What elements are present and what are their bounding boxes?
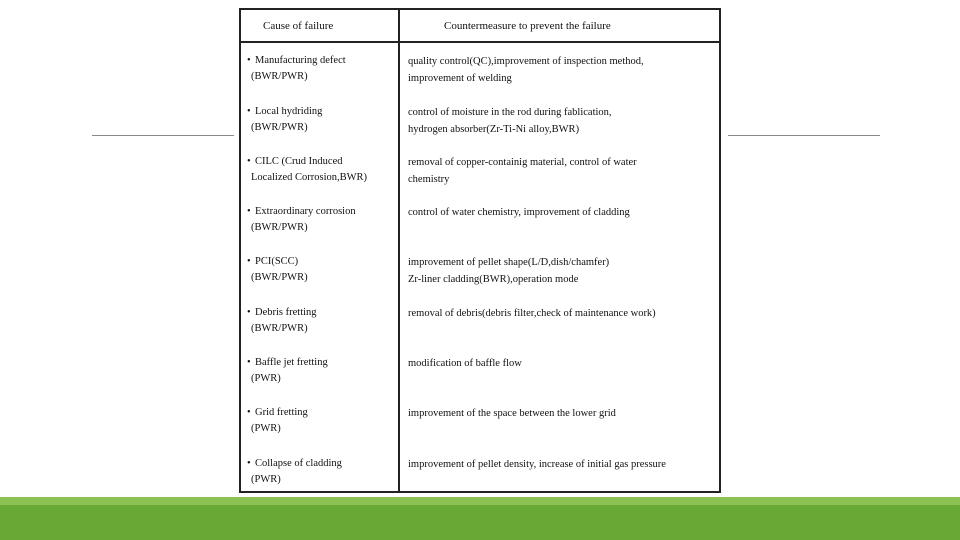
countermeasure-line: quality control(QC),improvement of inspection method,	[408, 56, 644, 67]
cause-detail: (BWR/PWR)	[251, 222, 308, 233]
countermeasure-line: removal of copper-containig material, control of water	[408, 157, 637, 168]
table-row	[241, 204, 719, 254]
table-row	[241, 305, 719, 355]
cause-cell	[247, 305, 395, 337]
bullet-icon: •	[247, 307, 251, 318]
cause-detail: (PWR)	[251, 474, 281, 485]
cause-cell	[247, 456, 395, 488]
countermeasure-line: improvement of welding	[408, 73, 512, 84]
cause-detail: (BWR/PWR)	[251, 323, 308, 334]
countermeasure-line: control of water chemistry, improvement of cladding	[408, 207, 630, 218]
cause-name: Extraordinary corrosion	[255, 206, 356, 217]
table-row	[241, 53, 719, 103]
bullet-icon: •	[247, 206, 251, 217]
bullet-icon: •	[247, 458, 251, 469]
cause-detail: (BWR/PWR)	[251, 272, 308, 283]
countermeasure-line: removal of debris(debris filter,check of maintenance work)	[408, 308, 656, 319]
scanned-table-image	[234, 0, 728, 497]
table-row	[241, 355, 719, 405]
cause-name: PCI(SCC)	[255, 256, 299, 267]
header-divider	[241, 41, 719, 43]
slide-divider-right	[728, 135, 880, 136]
header-cause: Cause of failure	[263, 20, 334, 32]
failure-table	[239, 8, 721, 493]
header-countermeasure: Countermeasure to prevent the failure	[444, 20, 611, 32]
bullet-icon: •	[247, 106, 251, 117]
slide-divider-left	[92, 135, 234, 136]
bullet-icon: •	[247, 256, 251, 267]
cause-name: Grid fretting	[255, 407, 308, 418]
cause-cell	[247, 405, 395, 437]
cause-detail: (PWR)	[251, 423, 281, 434]
bullet-icon: •	[247, 55, 251, 66]
countermeasure-cell	[408, 456, 718, 473]
countermeasure-cell	[408, 254, 718, 288]
cause-cell	[247, 204, 395, 236]
table-row	[241, 254, 719, 304]
countermeasure-cell	[408, 305, 718, 322]
countermeasure-line: improvement of the space between the lower grid	[408, 408, 616, 419]
bullet-icon: •	[247, 407, 251, 418]
cause-detail: (BWR/PWR)	[251, 71, 308, 82]
cause-name: Manufacturing defect	[255, 55, 346, 66]
countermeasure-cell	[408, 405, 718, 422]
cause-name: Baffle jet fretting	[255, 357, 328, 368]
cause-detail: Localized Corrosion,BWR)	[251, 172, 368, 183]
countermeasure-cell	[408, 53, 718, 87]
cause-name: Debris fretting	[255, 307, 317, 318]
countermeasure-line: control of moisture in the rod during fablication,	[408, 107, 612, 118]
countermeasure-line: improvement of pellet shape(L/D,dish/chamfer)	[408, 257, 610, 268]
cause-cell	[247, 104, 395, 136]
countermeasure-line: improvement of pellet density, increase of initial gas pressure	[408, 459, 666, 470]
bullet-icon: •	[247, 156, 251, 167]
cause-name: Collapse of cladding	[255, 458, 342, 469]
table-row	[241, 405, 719, 455]
cause-cell	[247, 355, 395, 387]
cause-detail: (PWR)	[251, 373, 281, 384]
cause-cell	[247, 254, 395, 286]
countermeasure-line: chemistry	[408, 174, 450, 185]
footer-stripe	[0, 497, 960, 505]
cause-detail: (BWR/PWR)	[251, 122, 308, 133]
countermeasure-cell	[408, 104, 718, 138]
countermeasure-line: Zr-liner cladding(BWR),operation mode	[408, 274, 579, 285]
countermeasure-line: hydrogen absorber(Zr-Ti-Ni alloy,BWR)	[408, 124, 580, 135]
cause-name: CILC (Crud Induced	[255, 156, 343, 167]
cause-cell	[247, 53, 395, 85]
countermeasure-cell	[408, 204, 718, 221]
countermeasure-cell	[408, 355, 718, 372]
cause-cell	[247, 154, 395, 186]
countermeasure-line: modification of baffle flow	[408, 358, 522, 369]
countermeasure-cell	[408, 154, 718, 188]
table-row	[241, 154, 719, 204]
bullet-icon: •	[247, 357, 251, 368]
cause-name: Local hydriding	[255, 106, 323, 117]
table-row	[241, 104, 719, 154]
